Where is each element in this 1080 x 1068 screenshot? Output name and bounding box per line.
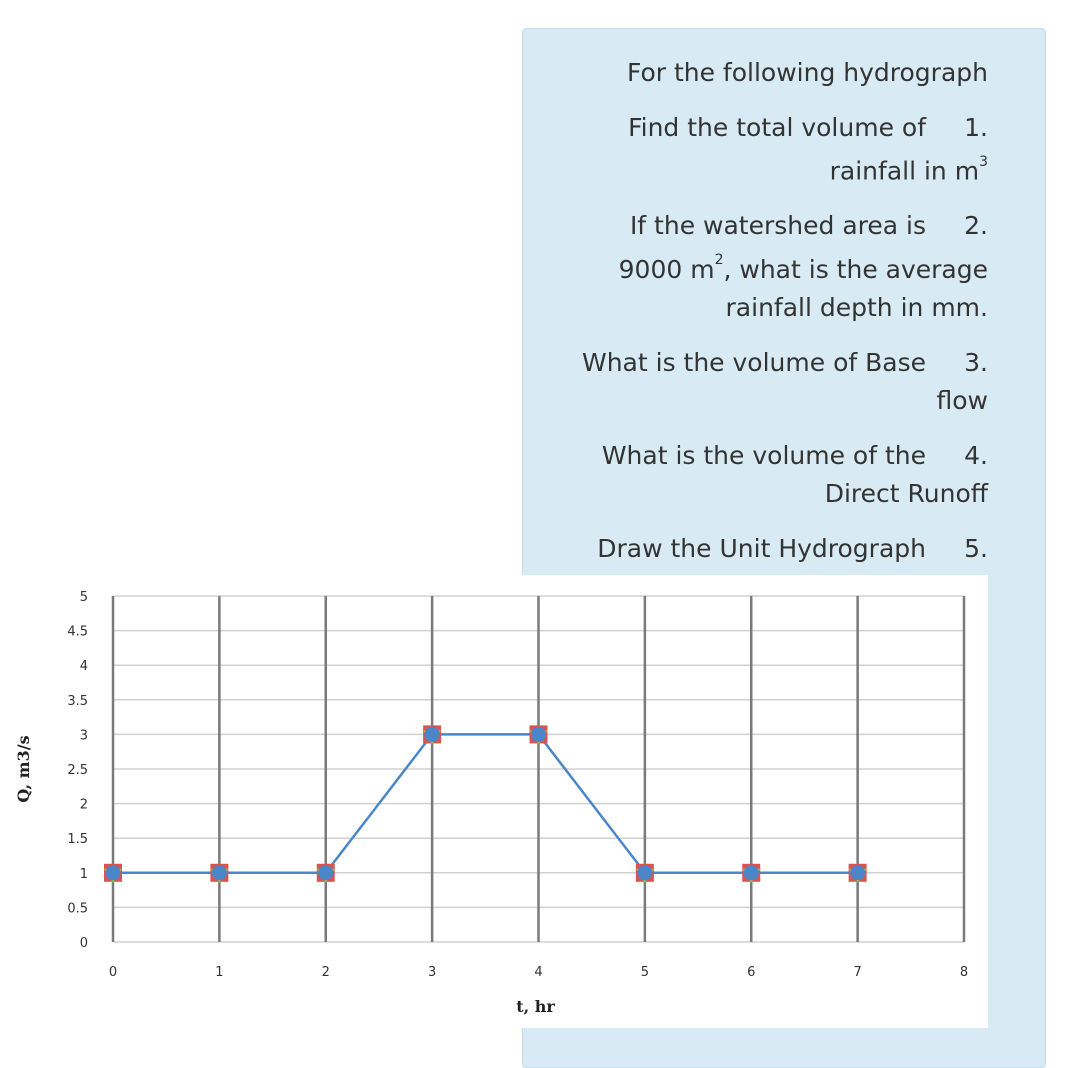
y-tick-label: 3 — [79, 728, 88, 744]
x-tick-label: 8 — [959, 965, 969, 980]
x-tick-label: 0 — [108, 965, 118, 980]
y-tick-label: 5 — [79, 590, 88, 605]
y-axis-title: Q, m3/s — [14, 735, 33, 803]
y-tick-label: 0 — [79, 936, 88, 951]
question-1 — [540, 109, 988, 190]
data-point — [212, 865, 227, 880]
question-text: 9000 $m^2$, what is the average — [618, 252, 988, 284]
y-tick-label: 4 — [79, 659, 88, 675]
question-4 — [540, 437, 988, 513]
chart-panel — [0, 575, 988, 1028]
y-tick-label: 0.5 — [67, 901, 88, 917]
y-tick-label: 3.5 — [67, 693, 88, 709]
question-2 — [540, 207, 988, 326]
question-text: What is the volume of the — [601, 440, 926, 470]
grid — [113, 596, 964, 942]
y-tick-label: 1 — [79, 866, 88, 882]
y-tick-label: 1.5 — [67, 832, 88, 848]
data-point — [425, 727, 440, 742]
hydrograph-chart — [0, 575, 988, 1028]
question-text: rainfall in m — [829, 156, 980, 186]
x-tick-label: 4 — [534, 965, 543, 980]
x-tick-label: 2 — [321, 965, 330, 980]
x-tick-label: 3 — [427, 965, 437, 980]
data-point — [318, 865, 333, 880]
question-text: If the watershed area is — [629, 211, 926, 241]
question-text: Find the total volume of — [628, 113, 926, 142]
y-tick-label: 2.5 — [67, 763, 88, 778]
question-text: Direct Runoff — [824, 478, 988, 508]
question-number: .4 — [964, 440, 988, 470]
question-text: flow — [936, 385, 988, 415]
x-tick-label: 6 — [747, 965, 756, 980]
data-point — [850, 865, 865, 880]
question-3 — [540, 344, 988, 420]
question-number: .5 — [964, 533, 988, 563]
question-list — [540, 54, 988, 623]
superscript: 2 — [714, 252, 724, 269]
superscript: 3 — [979, 154, 988, 170]
question-number: .2 — [964, 211, 988, 241]
question-number: .1 — [964, 113, 988, 142]
question-text: Draw the Unit Hydrograph — [597, 533, 926, 563]
question-text: What is the volume of Base — [581, 347, 926, 377]
question-intro: For the following hydrograph — [626, 58, 988, 87]
data-point — [531, 727, 546, 742]
x-axis-title: t, hr — [516, 997, 555, 1016]
question-number: .3 — [964, 347, 988, 377]
x-tick-label: 1 — [215, 965, 224, 980]
x-tick-label: 7 — [853, 965, 862, 980]
question-text: .rainfall depth in mm — [725, 292, 988, 322]
y-tick-label: 2 — [79, 797, 88, 813]
y-tick-label: 4.5 — [67, 624, 88, 640]
x-tick-label: 5 — [640, 965, 650, 980]
data-point — [744, 865, 759, 880]
data-point — [106, 865, 121, 880]
tick-labels — [67, 590, 968, 980]
data-point — [637, 865, 652, 880]
